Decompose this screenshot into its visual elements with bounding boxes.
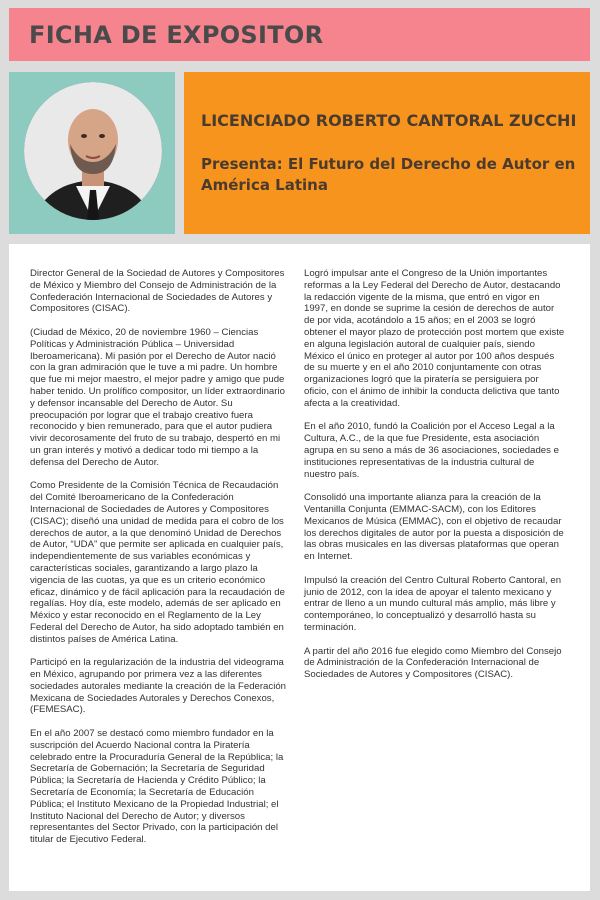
bio-paragraph: Impulsó la creación del Centro Cultural Roberto Cantoral, en junio de 2012, con la idea de apoyar el talento mexicano y entrar de lleno a un mundo cultural más amplio, más libre y contemporáneo, lo conceptualizó y desarrolló hasta su terminación. <box>304 574 562 633</box>
header-banner <box>9 8 590 61</box>
page-title: FICHA DE EXPOSITOR <box>29 21 324 49</box>
bio-paragraph: Participó en la regularización de la industria del videograma en México, agrupando por primera vez a las diferentes sociedades autorales mediante la creación de la Federación Mexicana de Sociedades Autorales y Derechos Conexos, (FEMESAC). <box>30 657 286 716</box>
bio-paragraph: Director General de la Sociedad de Autores y Compositores de México y Miembro del Consejo de Administración de la Confederación Internacional de Sociedades de Autores y Compositores (CISAC). <box>30 268 285 315</box>
exhibitor-name: LICENCIADO ROBERTO CANTORAL ZUCCHI <box>201 111 577 130</box>
speaker-portrait <box>24 82 162 220</box>
bio-paragraph: En el año 2010, fundó la Coalición por el Acceso Legal a la Cultura, A.C., de la que fue Presidente, esta asociación agrupa en su seno a más de 36 asociaciones, sociedades e instituciones representativas de la industria cultural de nuestro país. <box>304 421 559 480</box>
bio-paragraph: Como Presidente de la Comisión Técnica de Recaudación del Comité Iberoamericano de la Confederación Internacional de Sociedades de Autores y Compositores (CISAC); diseñó una unidad de medida para el cobro de los derechos de autor, a la que denominó Unidad de Derechos de Autor, “UDA” que permite ser aplicada en cualquier país, independientemente de sus variables económicas y características sociales, garantizando a largo plazo la vigencia de las cuotas, ya que es un criterio económico eficaz, dinámico y de fácil aplicación para la recaudación de regalías. Hoy día, este modelo, además de ser aplicado en México y estar reconocido en el Reglamento de la Ley Federal del Derecho de Autor, ha sido adoptado también en distintos países de América Latina. <box>30 480 285 645</box>
bio-paragraph: En el año 2007 se destacó como miembro fundador en la suscripción del Acuerdo Nacional contra la Piratería celebrado entre la Procuraduría General de la República; la Secretaría de Gobernación; la Secretaría de Seguridad Pública; la Secretaría de Hacienda y Crédito Público; la Secretaría de Economía; la Secretaría de Educación Pública; el Instituto Mexicano de la Propiedad Industrial; el Instituto Nacional del Derecho de Autor; y diversos representantes del Sector Privado, con la participación del titular de Ejecutivo Federal. <box>30 728 284 846</box>
bio-paragraph: Logró impulsar ante el Congreso de la Unión importantes reformas a la Ley Federal del Derecho de Autor, destacando la redacción vigente de la misma, que entró en vigor en 1997, en donde se suprime la cesión de derechos de autor de por vida, acotándolo a 15 años; en el 2003 se logró obtener el mayor plazo de protección post mortem que existe en alguna legislación autoral de cualquier país, siendo México el único en proteger al autor por 100 años después de su muerte y en el año 2010 conjuntamente con otras organizaciones logró que la piratería se persiguiera por oficio, con el ánimo de inhibir la conducta delictiva que tanto afecta a la creatividad. <box>304 268 565 409</box>
bio-paragraph: A partir del año 2016 fue elegido como Miembro del Consejo de Administración de la Confederación Internacional de Sociedades de Autores y Compositores (CISAC). <box>304 645 562 681</box>
presentation-title: Presenta: El Futuro del Derecho de Autor en América Latina <box>201 155 576 194</box>
biography-section <box>9 244 590 891</box>
bio-paragraph: (Ciudad de México, 20 de noviembre 1960 – Ciencias Políticas y Administración Pública – Universidad Iberoamericana). Mi pasión por el Derecho de Autor nació con la gran admiración que le tuve a mi padre. Un hombre que fue mi mejor maestro, el mejor padre y amigo que pude haber tenido. Un prolífico compositor, un líder extraordinario y defensor incansable del Derecho de Autor. Su preocupación por lograr que el trabajo creativo fuera reconocido y bien remunerado, para que el autor pudiera vivir decorosamente del fruto de su trabajo, despertó en mi un gran interés y motivó a dedicar todo mi tiempo a la defensa del Derecho de Autor. <box>30 326 285 468</box>
portrait-illustration <box>24 82 162 220</box>
bio-paragraph: Consolidó una importante alianza para la creación de la Ventanilla Conjunta (EMMAC-SACM), con los Editores Mexicanos de Música (EMMAC), con el objetivo de recaudar los derechos digitales de autor por la puesta a disposición de las obras musicales en las diversas plataformas que operan en Internet. <box>304 492 564 563</box>
biography-right-column <box>304 268 566 693</box>
exhibitor-info-panel <box>184 72 590 234</box>
photo-panel <box>9 72 175 234</box>
biography-left-column <box>30 268 288 858</box>
